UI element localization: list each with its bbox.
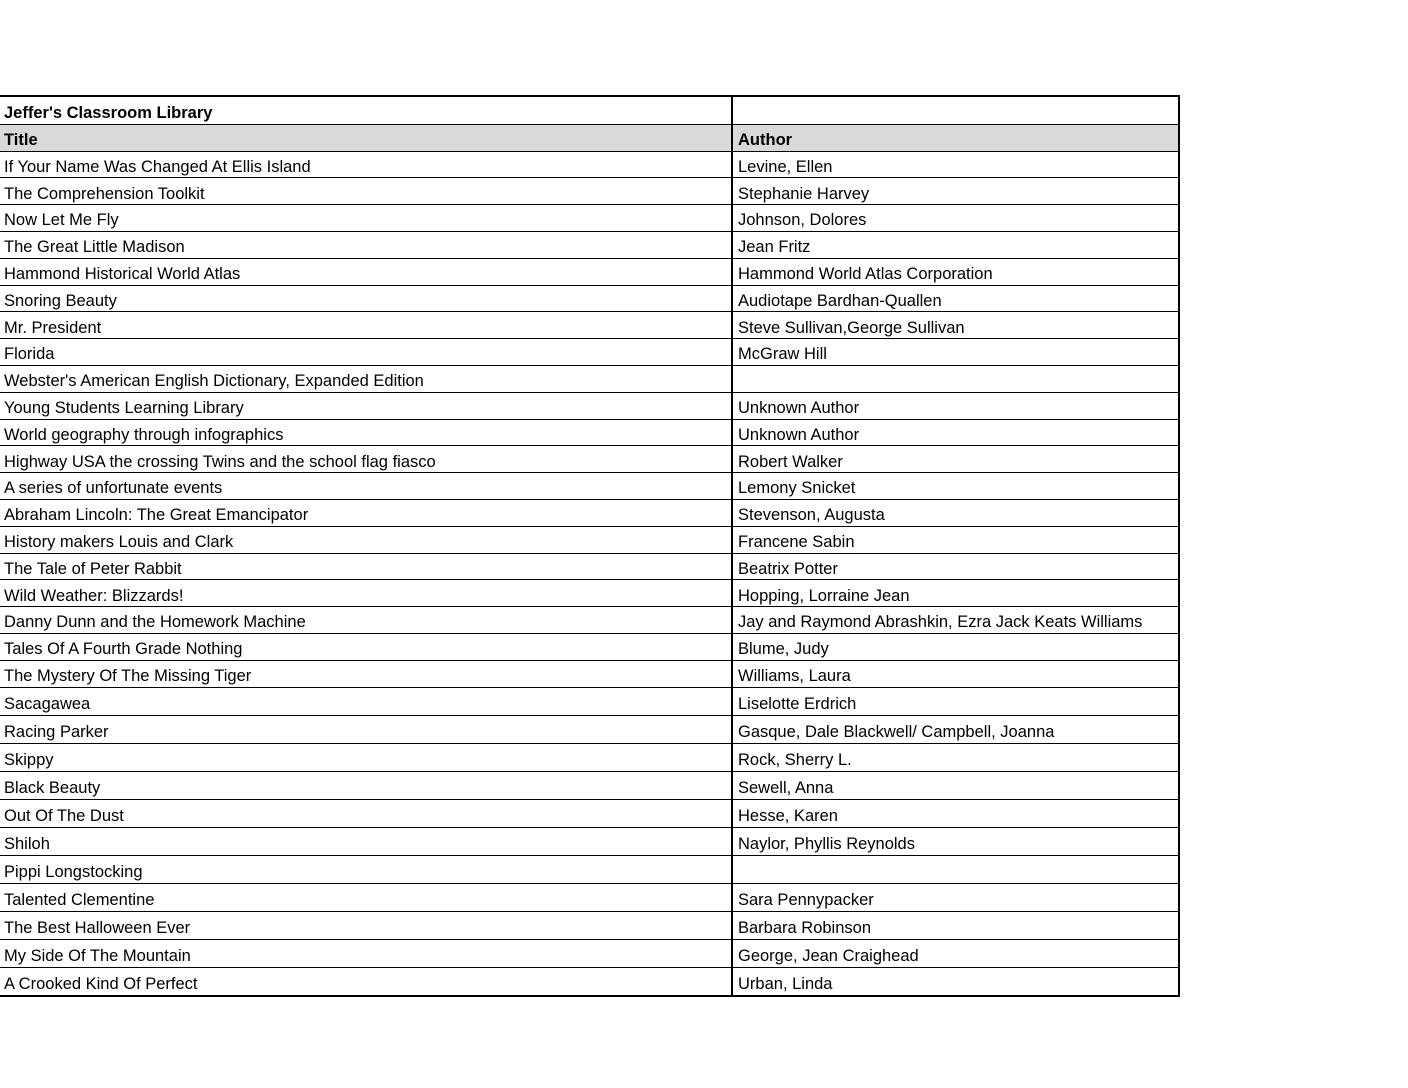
author-cell[interactable] — [733, 366, 1176, 392]
table-body — [0, 151, 1178, 995]
title-cell[interactable]: Racing Parker — [0, 716, 733, 743]
author-cell[interactable]: Robert Walker — [738, 452, 843, 471]
title-cell[interactable]: Shiloh — [0, 828, 733, 855]
title-cell[interactable]: Now Let Me Fly — [0, 205, 733, 231]
table-row — [0, 445, 1178, 472]
table-row — [0, 799, 1178, 827]
table-row — [0, 660, 1178, 687]
author-cell[interactable]: Francene Sabin — [738, 533, 855, 552]
table-row — [0, 231, 1178, 258]
library-table — [0, 95, 1180, 997]
title-cell[interactable]: Black Beauty — [0, 772, 733, 799]
author-cell[interactable]: Hesse, Karen — [738, 807, 838, 826]
table-row — [0, 883, 1178, 911]
caption-row — [0, 97, 1178, 124]
title-cell[interactable]: The Comprehension Toolkit — [0, 178, 733, 204]
author-cell[interactable]: Beatrix Potter — [738, 559, 838, 578]
table-row — [0, 939, 1178, 967]
title-cell[interactable]: World geography through infographics — [0, 420, 733, 446]
title-cell[interactable]: The Tale of Peter Rabbit — [0, 554, 733, 580]
author-cell[interactable]: Sara Pennypacker — [738, 891, 874, 910]
author-cell[interactable]: Audiotape Bardhan-Quallen — [738, 291, 942, 310]
table-row — [0, 827, 1178, 855]
table-row — [0, 771, 1178, 799]
caption-empty-cell[interactable] — [733, 97, 1176, 124]
author-cell[interactable]: Hopping, Lorraine Jean — [738, 586, 910, 605]
title-cell[interactable]: Hammond Historical World Atlas — [0, 259, 733, 285]
author-cell[interactable]: Johnson, Dolores — [738, 211, 867, 230]
table-row — [0, 151, 1178, 178]
header-row — [0, 124, 1178, 151]
title-cell[interactable]: Tales Of A Fourth Grade Nothing — [0, 634, 733, 660]
title-cell[interactable]: The Great Little Madison — [0, 232, 733, 258]
table-row — [0, 338, 1178, 365]
author-cell[interactable]: Unknown Author — [738, 425, 860, 444]
column-header-title[interactable]: Title — [0, 125, 733, 151]
table-row — [0, 472, 1178, 499]
title-cell[interactable]: Highway USA the crossing Twins and the school flag fiasco — [0, 446, 733, 472]
table-row — [0, 715, 1178, 743]
author-cell[interactable]: McGraw Hill — [738, 345, 827, 364]
author-cell[interactable] — [733, 856, 1176, 883]
table-row — [0, 499, 1178, 526]
title-cell[interactable]: A series of unfortunate events — [0, 473, 733, 499]
title-cell[interactable]: Abraham Lincoln: The Great Emancipator — [0, 500, 733, 526]
table-row — [0, 258, 1178, 285]
title-cell[interactable]: My Side Of The Mountain — [0, 940, 733, 967]
table-row — [0, 553, 1178, 580]
title-cell[interactable]: The Best Halloween Ever — [0, 912, 733, 939]
title-cell[interactable]: If Your Name Was Changed At Ellis Island — [0, 152, 733, 178]
table-row — [0, 606, 1178, 633]
table-row — [0, 743, 1178, 771]
table-row — [0, 419, 1178, 446]
author-cell[interactable]: Urban, Linda — [738, 975, 833, 994]
title-cell[interactable]: Talented Clementine — [0, 884, 733, 911]
title-cell[interactable]: The Mystery Of The Missing Tiger — [0, 661, 733, 687]
author-cell[interactable]: Lemony Snicket — [738, 479, 856, 498]
table-row — [0, 177, 1178, 204]
table-row — [0, 204, 1178, 231]
author-cell[interactable]: Stephanie Harvey — [738, 184, 870, 203]
author-cell[interactable]: Unknown Author — [738, 399, 860, 418]
title-cell[interactable]: Danny Dunn and the Homework Machine — [0, 607, 733, 633]
title-cell[interactable]: History makers Louis and Clark — [0, 527, 733, 553]
author-cell[interactable]: Rock, Sherry L. — [738, 751, 852, 770]
column-header-author[interactable]: Author — [738, 131, 793, 150]
author-cell[interactable]: Steve Sullivan,George Sullivan — [738, 318, 965, 337]
table-row — [0, 311, 1178, 338]
title-cell[interactable]: Mr. President — [0, 312, 733, 338]
table-row — [0, 365, 1178, 392]
author-cell[interactable]: Jay and Raymond Abrashkin, Ezra Jack Keats Williams — [738, 613, 1143, 632]
title-cell[interactable]: Sacagawea — [0, 688, 733, 715]
table-row — [0, 285, 1178, 312]
author-cell[interactable]: Jean Fritz — [738, 238, 811, 257]
table-row — [0, 633, 1178, 660]
table-caption[interactable]: Jeffer's Classroom Library — [0, 97, 733, 124]
table-row — [0, 526, 1178, 553]
author-cell[interactable]: Levine, Ellen — [738, 157, 833, 176]
table-row — [0, 855, 1178, 883]
table-row — [0, 967, 1178, 995]
title-cell[interactable]: Florida — [0, 339, 733, 365]
author-cell[interactable]: Sewell, Anna — [738, 779, 834, 798]
title-cell[interactable]: Pippi Longstocking — [0, 856, 733, 883]
table-row — [0, 687, 1178, 715]
title-cell[interactable]: A Crooked Kind Of Perfect — [0, 968, 733, 995]
author-cell[interactable]: Blume, Judy — [738, 640, 829, 659]
author-cell[interactable]: George, Jean Craighead — [738, 947, 919, 966]
title-cell[interactable]: Out Of The Dust — [0, 800, 733, 827]
author-cell[interactable]: Hammond World Atlas Corporation — [738, 265, 993, 284]
author-cell[interactable]: Stevenson, Augusta — [738, 506, 885, 525]
title-cell[interactable]: Young Students Learning Library — [0, 393, 733, 419]
author-cell[interactable]: Gasque, Dale Blackwell/ Campbell, Joanna — [738, 723, 1055, 742]
table-row — [0, 579, 1178, 606]
author-cell[interactable]: Liselotte Erdrich — [738, 695, 857, 714]
title-cell[interactable]: Wild Weather: Blizzards! — [0, 580, 733, 606]
title-cell[interactable]: Skippy — [0, 744, 733, 771]
table-row — [0, 392, 1178, 419]
author-cell[interactable]: Williams, Laura — [738, 667, 851, 686]
author-cell[interactable]: Barbara Robinson — [738, 919, 871, 938]
title-cell[interactable]: Snoring Beauty — [0, 286, 733, 312]
table-row — [0, 911, 1178, 939]
author-cell[interactable]: Naylor, Phyllis Reynolds — [738, 835, 915, 854]
title-cell[interactable]: Webster's American English Dictionary, Expanded Edition — [0, 366, 733, 392]
